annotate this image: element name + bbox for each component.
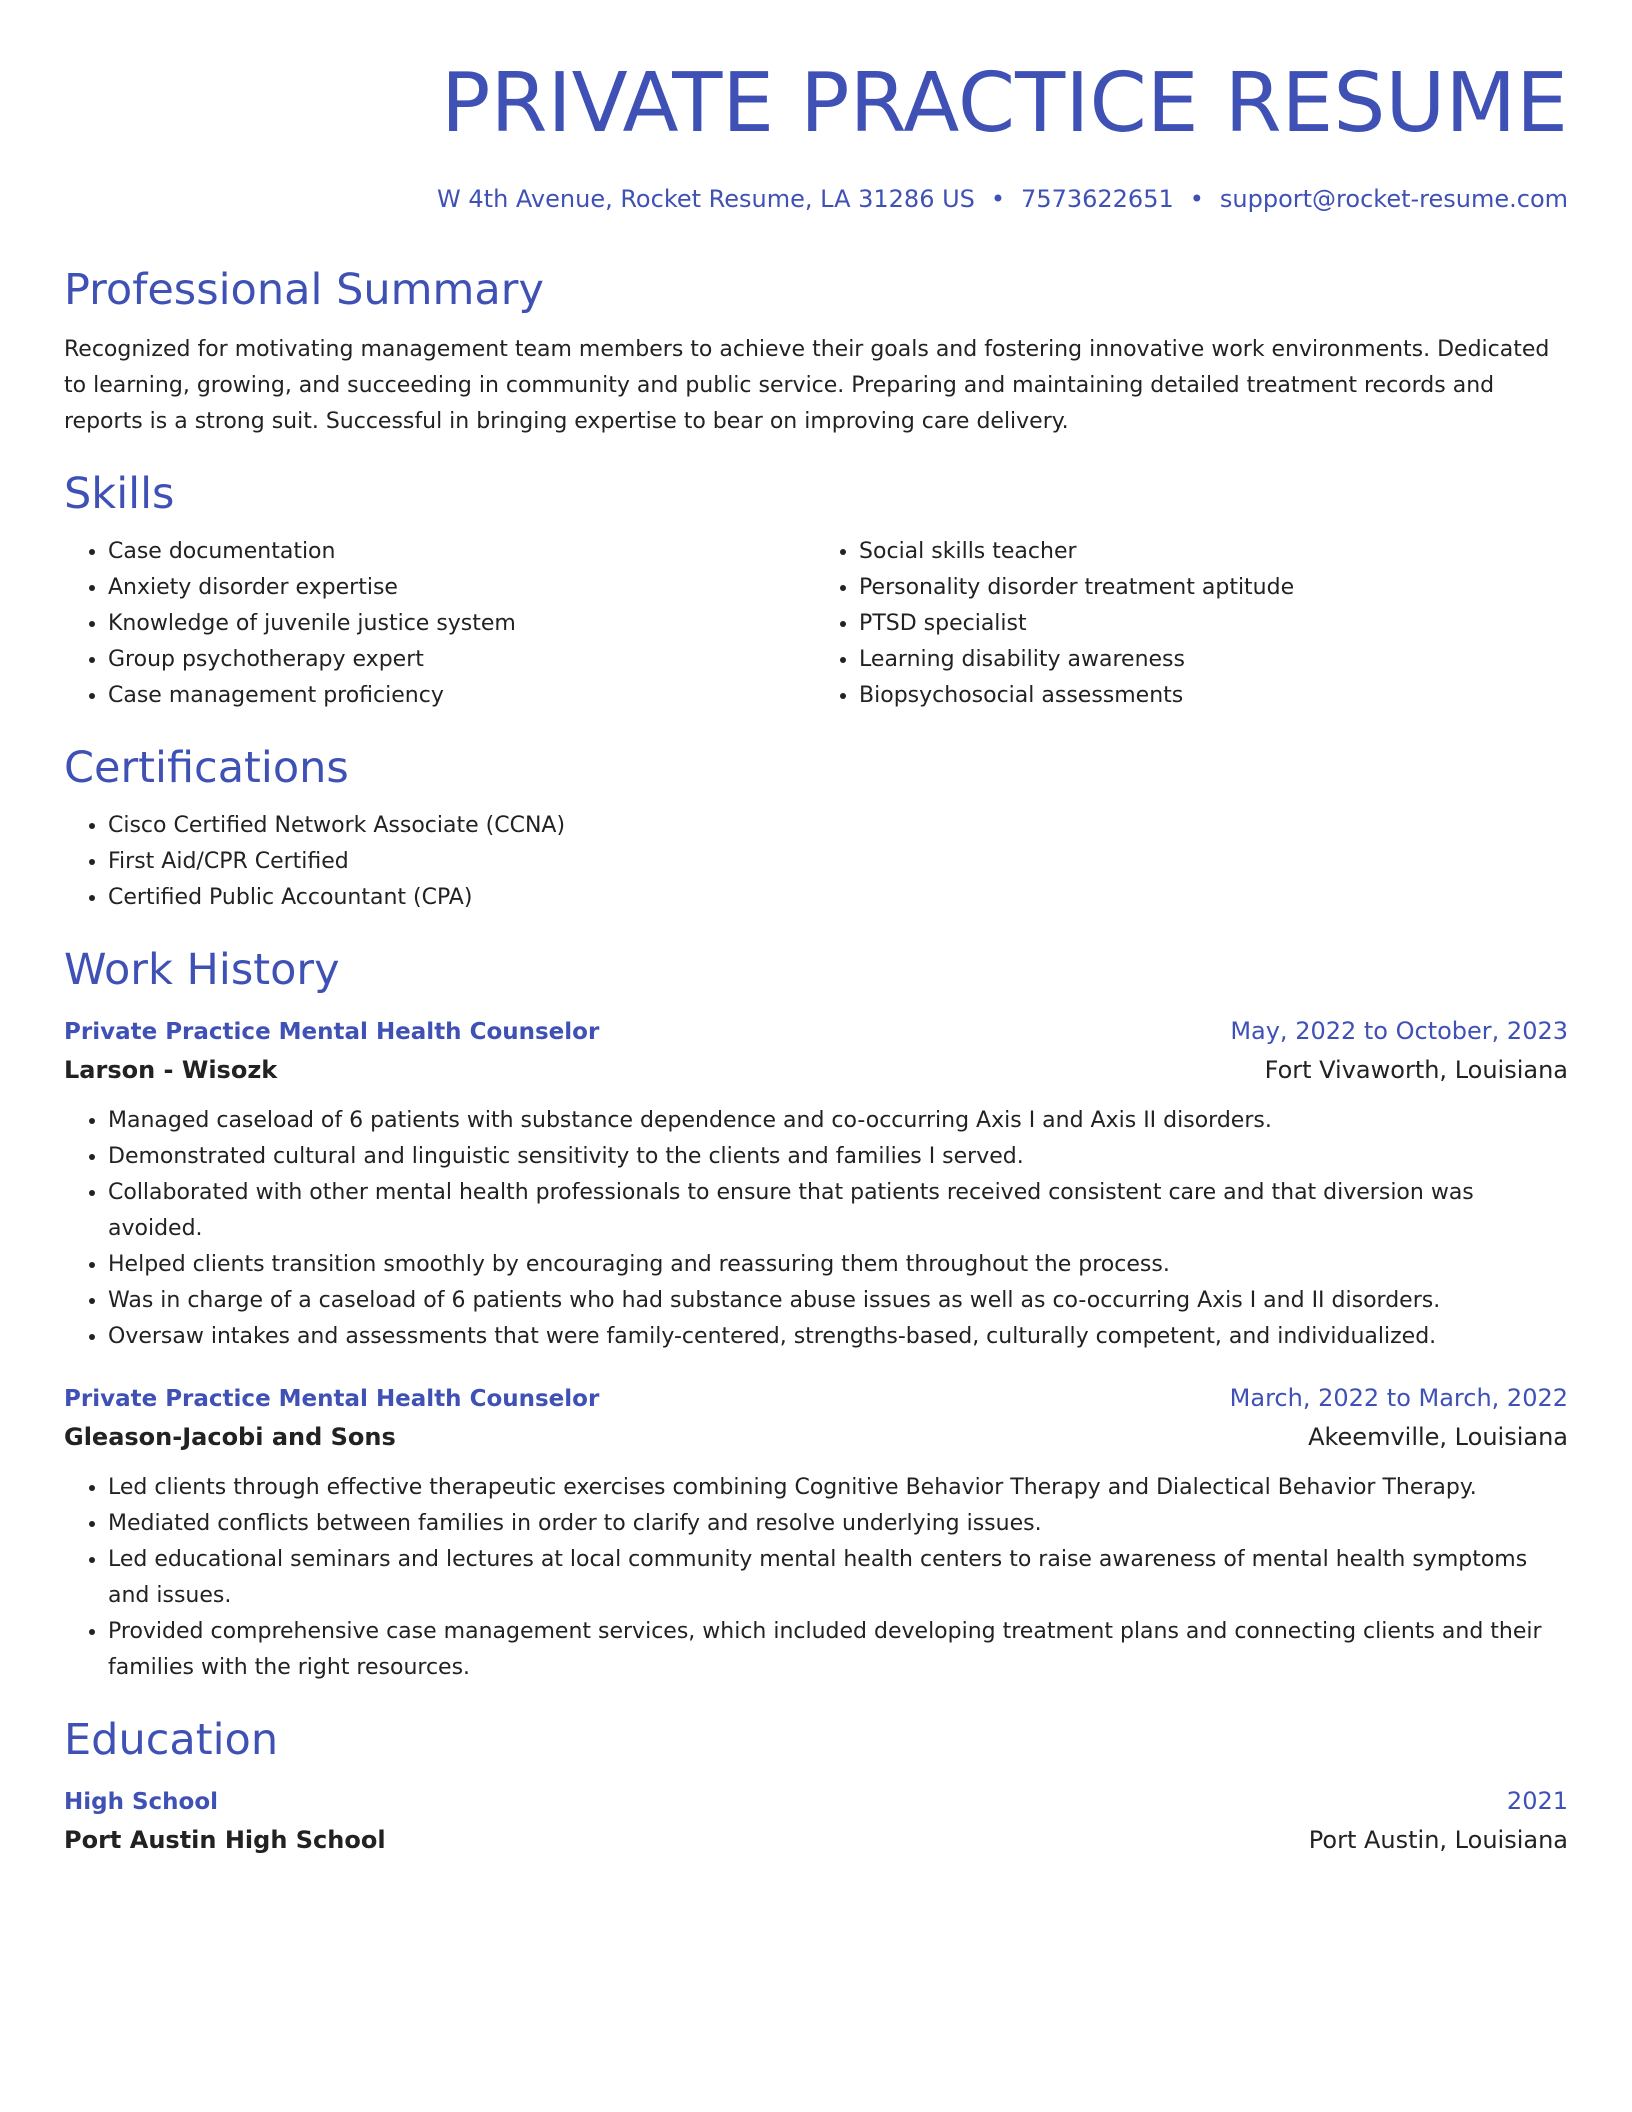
summary-text: Recognized for motivating management team members to achieve their goals and fostering innovative work environments. Dedicated to learning, growing, and succeeding in community and public service. Preparing and maintaining detailed treatment records and reports is a strong suit. Successful in bringing expertise to bear on improving care delivery. [64, 337, 1550, 434]
skills-grid [64, 534, 1568, 714]
work-history-heading: Work History [64, 945, 340, 995]
job-duties-list [64, 1470, 1568, 1686]
skill-item: • PTSD specialist [859, 606, 1568, 642]
job-employer: Larson - Wisozk [64, 1056, 278, 1084]
certification-item: • Cisco Certified Network Associate (CCNA) [108, 808, 1568, 844]
job-duty: • Managed caseload of 6 patients with substance dependence and co-occurring Axis I and Axis II disorders. [108, 1103, 1568, 1139]
job-duty: • Was in charge of a caseload of 6 patients who had substance abuse issues as well as co-occurring Axis I and II disorders. [108, 1283, 1568, 1319]
contact-separator: • [1189, 185, 1204, 213]
job-entry [64, 1379, 1568, 1686]
certification-item: • Certified Public Accountant (CPA) [108, 880, 1568, 916]
contact-phone: 7573622651 [1021, 185, 1174, 213]
skill-item: • Case documentation [108, 534, 815, 570]
resume-title: PRIVATE PRACTICE RESUME [441, 56, 1568, 151]
skill-item: • Knowledge of juvenile justice system [108, 606, 815, 642]
job-duty: • Led clients through effective therapeutic exercises combining Cognitive Behavior Therapy and Dialectical Behavior Therapy. [108, 1470, 1568, 1506]
education-degree-row [64, 1782, 1568, 1821]
job-employer-row [64, 1418, 1568, 1456]
job-title-row [64, 1379, 1568, 1418]
certifications-section [64, 742, 1568, 916]
education-section [64, 1714, 1568, 1859]
education-school: Port Austin High School [64, 1826, 386, 1854]
job-duty: • Demonstrated cultural and linguistic sensitivity to the clients and families I served. [108, 1139, 1568, 1175]
job-location: Akeemville, Louisiana [1308, 1423, 1568, 1451]
work-history-section [64, 944, 1568, 1686]
job-duty: • Provided comprehensive case management services, which included developing treatment plans and connecting clients and their families with the right resources. [108, 1614, 1568, 1686]
summary-section [64, 264, 1568, 440]
certifications-list [64, 808, 1568, 916]
education-school-row [64, 1821, 1568, 1859]
skills-list-right [815, 534, 1568, 714]
job-employer: Gleason-Jacobi and Sons [64, 1423, 396, 1451]
job-title: Private Practice Mental Health Counselor [64, 1019, 600, 1045]
skill-item: • Biopsychosocial assessments [859, 678, 1568, 714]
job-entry [64, 1012, 1568, 1355]
job-employer-row [64, 1051, 1568, 1089]
skill-item: • Case management proficiency [108, 678, 815, 714]
skills-list-left [64, 534, 815, 714]
education-heading: Education [64, 1715, 279, 1765]
contact-address: W 4th Avenue, Rocket Resume, LA 31286 US [437, 185, 975, 213]
contact-email: support@rocket-resume.com [1219, 185, 1568, 213]
education-year: 2021 [1506, 1787, 1568, 1815]
contact-line [64, 184, 1568, 214]
skill-item: • Learning disability awareness [859, 642, 1568, 678]
job-duty: • Led educational seminars and lectures at local community mental health centers to raise awareness of mental health symptoms and issues. [108, 1542, 1568, 1614]
job-duty: • Helped clients transition smoothly by encouraging and reassuring them throughout the process. [108, 1247, 1568, 1283]
education-entry [64, 1782, 1568, 1859]
certifications-heading: Certifications [64, 743, 349, 793]
job-duties-list [64, 1103, 1568, 1355]
job-duty: • Oversaw intakes and assessments that were family-centered, strengths-based, culturally competent, and individualized. [108, 1319, 1568, 1355]
contact-separator: • [990, 185, 1006, 213]
job-title-row [64, 1012, 1568, 1051]
job-dates: March, 2022 to March, 2022 [1229, 1384, 1568, 1412]
skill-item: • Social skills teacher [859, 534, 1568, 570]
skill-item: • Group psychotherapy expert [108, 642, 815, 678]
resume-header [64, 58, 1568, 214]
education-location: Port Austin, Louisiana [1308, 1826, 1568, 1854]
job-title: Private Practice Mental Health Counselor [64, 1386, 600, 1412]
skills-heading: Skills [64, 469, 175, 519]
job-duty: • Mediated conflicts between families in order to clarify and resolve underlying issues. [108, 1506, 1568, 1542]
skill-item: • Anxiety disorder expertise [108, 570, 815, 606]
skills-section [64, 468, 1568, 714]
summary-heading: Professional Summary [64, 265, 544, 315]
skill-item: • Personality disorder treatment aptitude [859, 570, 1568, 606]
job-dates: May, 2022 to October, 2023 [1230, 1017, 1568, 1045]
education-degree: High School [64, 1789, 219, 1815]
job-location: Fort Vivaworth, Louisiana [1264, 1056, 1568, 1084]
job-duty: • Collaborated with other mental health professionals to ensure that patients received consistent care and that diversion was avoided. [108, 1175, 1568, 1247]
certification-item: • First Aid/CPR Certified [108, 844, 1568, 880]
